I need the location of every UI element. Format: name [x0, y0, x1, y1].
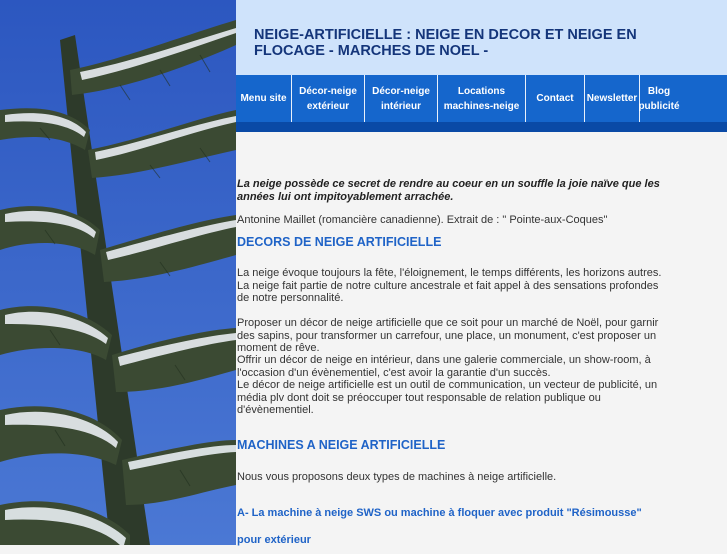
paragraph-machines-intro: Nous vous proposons deux types de machines à neige artificielle. — [237, 471, 557, 483]
paragraph-decor-proposal: Proposer un décor de neige artificielle que ce soit pour un marché de Noël, pour garnir des sapins, pour transformer un carrefour, une place, un monument, c'est proposer un moment de rêve. — [237, 317, 659, 354]
nav-blog-publicite[interactable]: Blog publicité — [638, 85, 680, 112]
page-title: NEIGE-ARTIFICIELLE : NEIGE EN DECOR ET NEIGE EN FLOCAGE - MARCHES DE NOEL - — [254, 27, 637, 59]
main-nav — [236, 75, 727, 122]
paragraph-decor-interieur: Offrir un décor de neige en intérieur, dans une galerie commerciale, un show-room, à l'occasion d'un évènementiel, c'est avoir la garantie d'un succès. — [237, 354, 651, 379]
nav-decor-neige-exterieur[interactable]: Décor-neige extérieur — [299, 85, 357, 112]
nav-locations-machines-neige[interactable]: Locations machines-neige — [443, 85, 520, 112]
nav-contact[interactable]: Contact — [536, 93, 574, 104]
nav-decor-neige-interieur[interactable]: Décor-neige intérieur — [372, 85, 430, 112]
nav-newsletter[interactable]: Newsletter — [586, 93, 638, 104]
section-title-decors: DECORS DE NEIGE ARTIFICIELLE — [237, 235, 442, 249]
nav-bottom-strip — [236, 122, 727, 132]
snowy-fir-tree-photo — [0, 0, 236, 545]
quote-attribution: Antonine Maillet (romancière canadienne). Extrait de : " Pointe-aux-Coques" — [237, 214, 608, 226]
site-header — [236, 0, 727, 75]
quote-text: La neige possède ce secret de rendre au coeur en un souffle la joie naïve que les années lui ont impitoyablement arrachée. — [237, 178, 660, 203]
nav-menu-site[interactable]: Menu site — [240, 93, 287, 104]
paragraph-intro: La neige évoque toujours la fête, l'éloignement, le temps différents, les horizons autres. La neige fait partie de notre culture ancestrale et fait appel à des sensations profondes de notre personnalité. — [237, 267, 662, 304]
section-title-machines: MACHINES A NEIGE ARTIFICIELLE — [237, 438, 446, 452]
link-machine-sws[interactable]: A- La machine à neige SWS ou machine à floquer avec produit "Résimousse" pour extérieur — [237, 507, 642, 546]
paragraph-communication: Le décor de neige artificielle est un outil de communication, un vecteur de publicité, un média plv dont doit se préoccuper tout responsable de relation publique ou d'évènementiel. — [237, 379, 658, 416]
